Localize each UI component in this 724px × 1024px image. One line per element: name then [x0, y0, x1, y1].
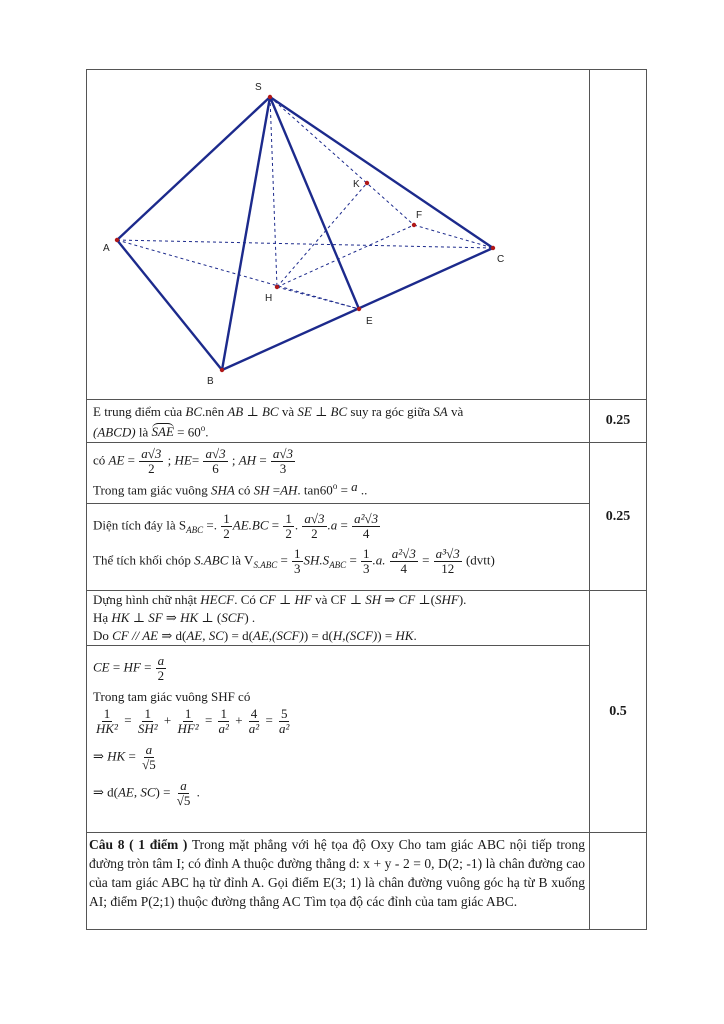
score-cell-empty-1	[590, 70, 647, 400]
solution-row-1	[87, 400, 647, 443]
text: =	[109, 659, 124, 675]
var-h-scf: H,(SCF)	[332, 628, 378, 643]
var-sf: SF	[148, 610, 163, 625]
frac-ae	[139, 447, 163, 476]
den: 3	[294, 561, 301, 576]
den: 4	[400, 561, 408, 576]
var-sh: SH	[253, 482, 270, 498]
text: .	[193, 784, 200, 800]
point-B	[220, 368, 224, 372]
base-area-line	[87, 504, 589, 542]
score-cell-1: 0.25	[590, 400, 647, 443]
text: =	[124, 452, 139, 468]
text: ⊥	[275, 592, 295, 607]
sh-line	[87, 477, 589, 499]
text: Dựng hình chữ nhật	[93, 592, 201, 607]
frac-volume-result	[434, 547, 462, 576]
num: a	[157, 653, 165, 668]
perpendicular-line	[87, 609, 589, 627]
text: ;	[167, 452, 175, 468]
text: ) .	[244, 610, 256, 625]
text: .nên	[202, 404, 228, 419]
var-sh: SH	[365, 592, 382, 607]
edge-AC	[117, 240, 493, 248]
text: và CF ⊥	[311, 592, 366, 607]
hk-sum-line	[87, 706, 589, 737]
text: ⊥ (	[198, 610, 222, 625]
var-ab: AB	[227, 404, 244, 419]
frac-1-hf2	[175, 707, 200, 736]
label-E: E	[366, 316, 373, 327]
frac-ah	[271, 447, 295, 476]
edge-HK	[277, 183, 367, 287]
den: HK²	[96, 721, 118, 736]
num: a²√3	[391, 546, 416, 561]
var-cf-ae: CF // AE	[112, 628, 159, 643]
text: Trong tam giác vuông	[93, 482, 211, 498]
point-K	[365, 181, 369, 185]
plane-abcd: (ABCD)	[93, 424, 136, 440]
edge-HE	[277, 287, 359, 309]
label-S: S	[255, 82, 262, 93]
volume-line	[87, 542, 589, 577]
solution-cell-2	[87, 443, 590, 504]
var-a: .a.	[372, 552, 386, 568]
solution-cell-5	[87, 646, 590, 833]
point-H	[275, 285, 279, 289]
solution-cell-3	[87, 504, 590, 591]
score-cell-2: 0.25	[590, 443, 647, 591]
text: =	[256, 452, 270, 468]
den: 2	[148, 461, 155, 476]
var-ae-sc: AE, SC	[186, 628, 224, 643]
var-ah: AH	[238, 452, 257, 468]
text: ) =	[155, 784, 174, 800]
var-hecf: HECF	[200, 592, 235, 607]
text: có	[93, 452, 109, 468]
text: và	[447, 404, 464, 419]
num: 1	[223, 511, 230, 526]
frac-5-a2	[277, 707, 291, 736]
question-8-row	[87, 833, 647, 930]
text: suy ra góc giữa	[347, 404, 434, 419]
text: =	[125, 748, 140, 764]
edge-FC	[414, 225, 493, 248]
hk-result-line	[87, 737, 589, 773]
num: 1	[363, 546, 370, 561]
text: Do	[93, 628, 113, 643]
text: =	[268, 517, 283, 533]
text: là V	[228, 552, 254, 568]
solution-row-5	[87, 646, 647, 833]
text: =	[191, 452, 203, 468]
text: =	[262, 712, 277, 728]
label-H: H	[265, 293, 273, 304]
den: 4	[362, 526, 370, 541]
num: a√3	[304, 511, 325, 526]
shf-statement: Trong tam giác vuông SHF có	[93, 689, 251, 704]
solution-row-3	[87, 504, 647, 591]
label-K: K	[353, 179, 360, 190]
implies-distance: ⇒ d(	[93, 784, 118, 800]
answer-sheet	[86, 69, 646, 930]
label-C: C	[497, 254, 505, 265]
text: và	[278, 404, 298, 419]
var-cf: CF	[398, 592, 416, 607]
var-sha: SHA	[210, 482, 235, 498]
text: . Có	[234, 592, 260, 607]
var-sh-s: SH.S	[303, 552, 330, 568]
var-ae: AE	[108, 452, 125, 468]
angle-sae: SAE	[151, 424, 174, 440]
text: ;	[231, 452, 239, 468]
text: ⇒ d(	[158, 628, 187, 643]
num: a²√3	[354, 511, 379, 526]
angle-statement	[87, 400, 589, 441]
text: ⊥(	[415, 592, 435, 607]
point-E	[357, 307, 361, 311]
degree-sign: o	[332, 481, 338, 491]
var-bc: BC	[261, 404, 279, 419]
text: =	[418, 552, 433, 568]
question-8-cell	[87, 833, 590, 930]
frac-half	[283, 512, 294, 541]
unit-dvtt: (dvtt)	[462, 552, 495, 568]
num: a√3	[205, 446, 226, 461]
text: =	[337, 517, 352, 533]
den: 6	[212, 461, 219, 476]
num: 1	[103, 706, 111, 721]
frac-area	[390, 547, 418, 576]
rectangle-line	[87, 591, 589, 609]
den: 12	[441, 561, 455, 576]
num: a√3	[141, 446, 162, 461]
den: a²	[248, 721, 260, 736]
var-cf: CF	[259, 592, 276, 607]
text: =	[337, 482, 352, 498]
text: ) = d(	[223, 628, 253, 643]
den: 2	[223, 526, 230, 541]
frac-he	[203, 447, 227, 476]
var-hf: HF	[294, 592, 312, 607]
text: .	[294, 517, 299, 533]
text: .	[205, 424, 209, 440]
visible-edges	[117, 97, 493, 370]
text: ⊥	[129, 610, 149, 625]
var-hf: HF	[123, 659, 141, 675]
num: a	[180, 778, 187, 793]
score-cell-3: 0.5	[590, 591, 647, 833]
solution-row-2	[87, 443, 647, 504]
num: a	[145, 742, 153, 757]
label-A: A	[103, 243, 110, 254]
den: √5	[142, 757, 156, 772]
var-ae-scf: AE,(SCF)	[252, 628, 304, 643]
var-hk: HK	[111, 610, 130, 625]
var-he: HE	[174, 452, 192, 468]
text: =.	[203, 517, 217, 533]
var-ah: AH	[280, 482, 298, 498]
text: có	[234, 482, 254, 498]
num: 4	[250, 706, 258, 721]
var-shf: SHF	[434, 592, 459, 607]
solution-cell-1	[87, 400, 590, 443]
solution-table	[86, 69, 647, 930]
text: ⇒	[381, 592, 399, 607]
den: 3	[279, 461, 287, 476]
num: 1	[294, 546, 301, 561]
var-hk: HK	[107, 748, 126, 764]
edge-SC	[270, 97, 493, 248]
text: là	[135, 424, 152, 440]
text: = 60	[173, 424, 201, 440]
num: 5	[280, 706, 288, 721]
frac-a-sqrt5	[175, 779, 193, 808]
text: =	[120, 712, 135, 728]
var-ae: AE	[232, 517, 249, 533]
sub-abc: ABC	[186, 525, 204, 536]
degree-sign: o	[200, 423, 206, 433]
question-8-body: Trong mặt phẳng với hệ tọa độ Oxy Cho tam giác ABC nội tiếp trong đường tròn tâm I; có đỉnh A thuộc đường thẳng d: x + y - 2 = 0, D(2; -1) là chân đường cao của tam giác ABC hạ từ đỉnh A. Gọi điểm E(3; 1) là chân đường vuông góc hạ từ B xuống AI; điểm P(2;1) thuộc đường thẳng AC Tìm tọa độ các đỉnh của tam giác ABC.	[89, 837, 585, 909]
edge-SE	[270, 97, 359, 309]
question-8-text	[87, 833, 589, 913]
hidden-edges	[117, 97, 493, 309]
text: =	[277, 552, 292, 568]
var-bc: .BC	[248, 517, 269, 533]
text: =	[140, 659, 152, 675]
frac-1-a2	[217, 707, 231, 736]
var-se: SE	[297, 404, 312, 419]
num: 1	[285, 511, 292, 526]
figure-row	[87, 70, 647, 400]
frac-a-sqrt3-2	[302, 512, 326, 541]
frac-a-2	[156, 654, 167, 683]
var-bc: BC	[330, 404, 348, 419]
text: +	[160, 712, 175, 728]
den: 2	[285, 526, 292, 541]
num: 1	[144, 706, 151, 721]
point-F	[412, 223, 416, 227]
text: E trung điểm của	[93, 404, 186, 419]
text: =	[346, 552, 361, 568]
den: SH²	[137, 721, 158, 736]
var-scf: SCF	[221, 610, 245, 625]
ce-hf-line	[87, 646, 589, 684]
var-sabc: S.ABC	[194, 552, 229, 568]
point-S	[268, 95, 272, 99]
edge-SB	[222, 97, 273, 370]
num: 1	[220, 706, 227, 721]
text: ) = d(	[303, 628, 333, 643]
score-cell-empty-2	[590, 833, 647, 930]
solution-cell-4	[87, 591, 590, 646]
var-a: a	[351, 479, 358, 495]
vertices	[115, 95, 495, 372]
var-hk: HK	[180, 610, 199, 625]
frac-1-hk2	[94, 707, 120, 736]
implies-symbol: ⇒	[93, 748, 108, 764]
text: ..	[357, 482, 368, 498]
pyramid-figure	[87, 70, 589, 394]
frac-a-sqrt5	[140, 743, 158, 772]
num: 1	[184, 706, 192, 721]
perp-symbol: ⊥	[311, 404, 331, 419]
text: Hạ	[93, 610, 112, 625]
var-ce: CE	[93, 659, 110, 675]
den: HF²	[177, 721, 199, 736]
frac-half	[221, 512, 232, 541]
text: =	[201, 712, 216, 728]
den: 2	[157, 668, 165, 683]
text: ) =	[377, 628, 396, 643]
lengths-line	[87, 443, 589, 477]
text: . tan60	[297, 482, 333, 498]
question-8-title: Câu 8 ( 1 điểm )	[89, 837, 188, 852]
text: Diện tích đáy là S	[93, 517, 187, 533]
den: √5	[176, 793, 191, 808]
text: Thể tích khối chóp	[93, 552, 195, 568]
perp-symbol: ⊥	[243, 404, 262, 419]
solution-row-4	[87, 591, 647, 646]
den: a²	[279, 721, 290, 736]
text: ⇒	[162, 610, 181, 625]
distance-result-line	[87, 773, 589, 809]
frac-1-sh2	[136, 707, 160, 736]
label-F: F	[416, 210, 423, 221]
edge-SA	[117, 97, 270, 240]
var-ae-sc: AE, SC	[117, 784, 156, 800]
var-bc: BC	[185, 404, 203, 419]
text: =	[269, 482, 281, 498]
num: a√3	[272, 446, 294, 461]
edge-AB	[117, 240, 222, 370]
label-B: B	[207, 376, 214, 387]
den: a²	[218, 721, 229, 736]
sub-sabc: S.ABC	[253, 560, 278, 571]
point-C	[491, 246, 495, 250]
frac-area-result	[352, 512, 380, 541]
distance-line	[87, 627, 589, 645]
point-A	[115, 238, 119, 242]
var-a: .a	[327, 517, 338, 533]
den: 2	[311, 526, 318, 541]
frac-4-a2	[247, 707, 261, 736]
num: a³√3	[435, 546, 460, 561]
edge-SH	[270, 97, 277, 287]
frac-third	[361, 547, 372, 576]
figure-cell	[87, 70, 590, 400]
text: ).	[458, 592, 467, 607]
text: .	[413, 628, 417, 643]
var-sa: SA	[433, 404, 448, 419]
text: +	[231, 712, 246, 728]
edge-SF	[270, 97, 414, 225]
frac-third	[292, 547, 303, 576]
var-hk: HK	[395, 628, 414, 643]
den: 3	[363, 561, 370, 576]
sub-abc: ABC	[329, 560, 347, 571]
